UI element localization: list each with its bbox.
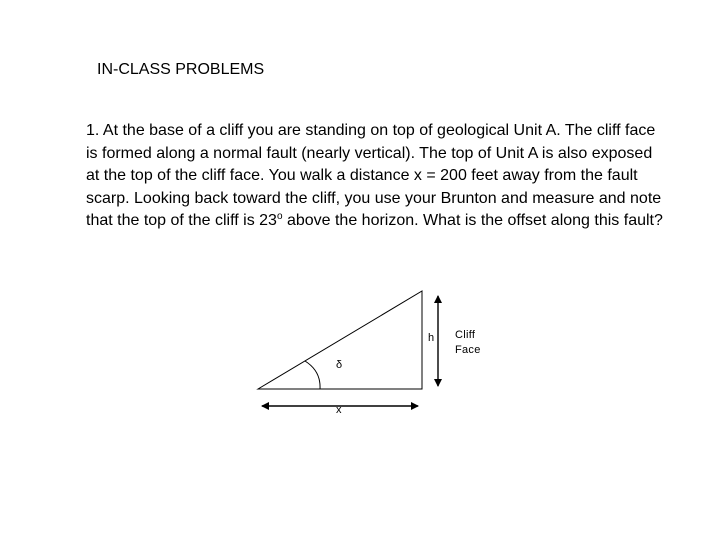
- height-label: h: [428, 332, 435, 344]
- problem-text-main: 1. At the base of a cliff you are standing on top of geological Unit A. The cliff face is formed along a normal fault (nearly vertical). The top of Unit A is also exposed at the top of the cliff face. You walk a distance x = 200 feet away from the fault scarp. Looking back toward the cliff, you use your Brunton and measure and note that the top of the cliff is 23: [86, 122, 662, 229]
- degree-symbol: o: [276, 211, 283, 222]
- right-triangle: [258, 291, 422, 389]
- distance-label: x: [336, 404, 342, 416]
- page-title: IN-CLASS PROBLEMS: [97, 61, 265, 78]
- cliff-face-label: [455, 328, 495, 358]
- problem-text-end: above the horizon. What is the offset along this fault?: [282, 212, 663, 229]
- angle-arc: [305, 361, 320, 389]
- cliff-label-line2: Face: [455, 344, 481, 356]
- cliff-label-line1: Cliff: [455, 329, 476, 341]
- angle-label: δ: [336, 359, 343, 371]
